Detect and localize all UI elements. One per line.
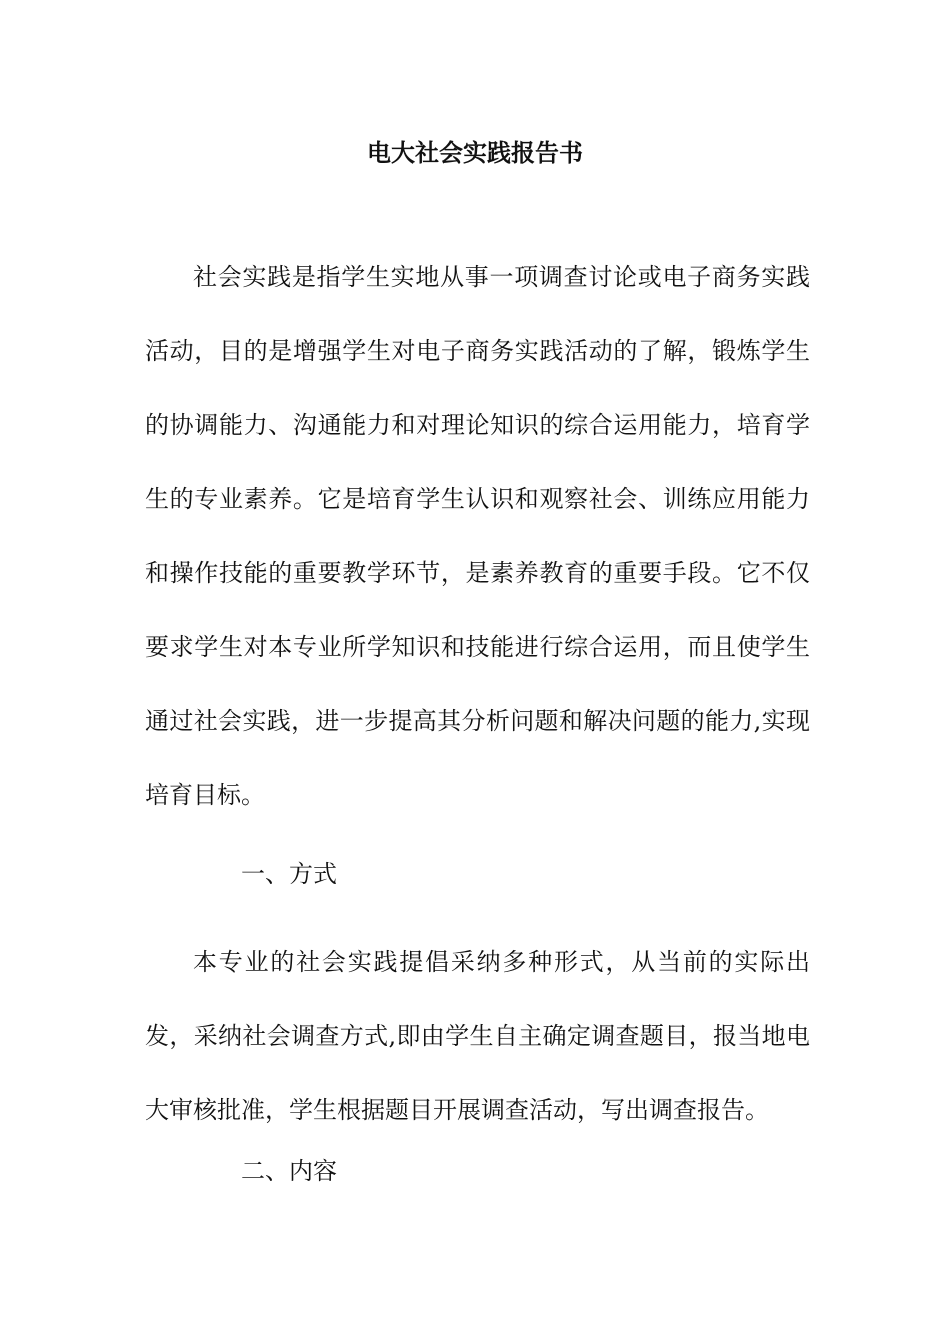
method-paragraph: 本专业的社会实践提倡采纳多种形式，从当前的实际出发，采纳社会调查方式,即由学生自主确定调查题目，报当地电大审核批准，学生根据题目开展调查活动，写出调查报告。 (145, 948, 810, 1124)
section-heading-method: 一、方式 (241, 860, 337, 888)
intro-paragraph: 社会实践是指学生实地从事一项调查讨论或电子商务实践活动，目的是增强学生对电子商务实践活动的了解，锻炼学生的协调能力、沟通能力和对理论知识的综合运用能力，培育学生的专业素养。它是培育学生认识和观察社会、训练应用能力和操作技能的重要教学环节，是素养教育的重要手段。它不仅要求学生对本专业所学知识和技能进行综合运用，而且使学生通过社会实践，进一步提高其分析问题和解决问题的能力,实现培育目标。 (145, 263, 810, 809)
section-heading-content: 二、内容 (241, 1157, 337, 1185)
document-title: 电大社会实践报告书 (367, 138, 583, 167)
